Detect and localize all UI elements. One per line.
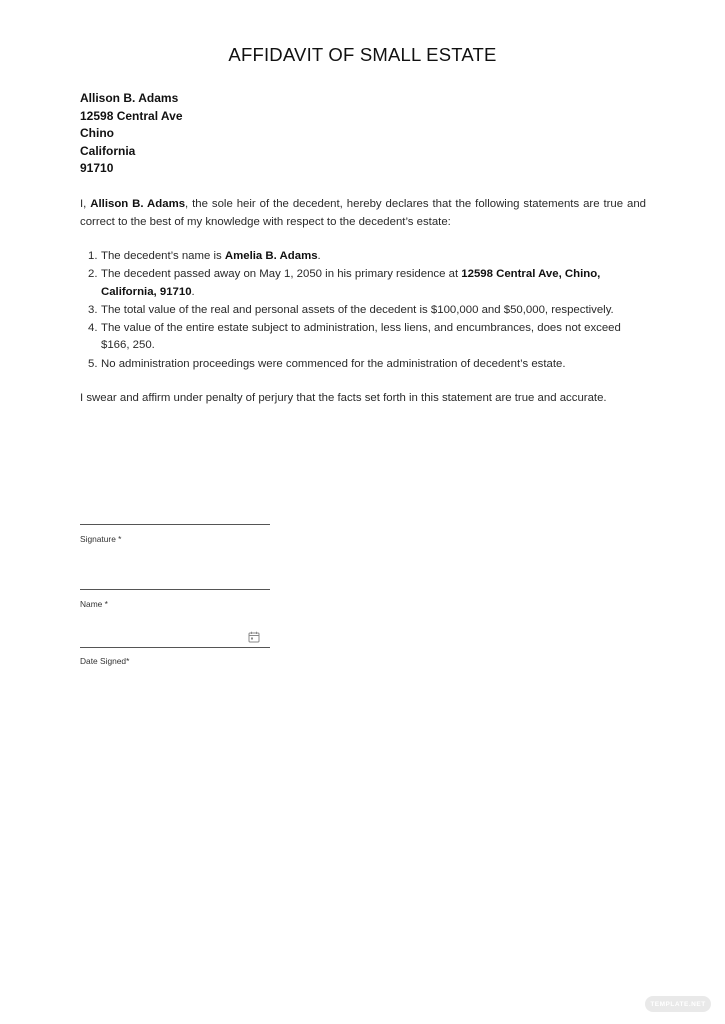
intro-paragraph [80,196,646,231]
date-label: Date Signed* [80,656,130,666]
list-item [80,320,646,355]
intro-rest: , the sole heir of the decedent, hereby declares that the following statements are true and correct to the best of my knowledge with respect to the decedent’s estate: [80,198,647,228]
list-item-number: 4. [88,321,98,334]
address-line-street: 12598 Central Ave [80,108,183,123]
list-item-text: The decedent’s name is [101,250,225,262]
list-item [80,302,646,320]
list-item-text: The value of the entire estate subject to administration, less liens, and encumbrances, does not exceed $166, 250. [101,321,621,352]
list-item-text-end: . [191,285,195,298]
decedent-name: Amelia B. Adams [224,250,318,262]
list-item-text: No administration proceedings were commenced for the administration of decedent’s estate. [101,357,566,370]
list-item-text: The decedent passed away on May 1, 2050 in his primary residence at [101,268,462,281]
list-item-number: 1. [88,250,98,262]
statements-list [80,248,646,374]
address-line-city: Chino [80,126,114,141]
list-item-number: 5. [88,357,98,370]
name-label: Name * [80,599,108,609]
signature-label: Signature * [80,534,122,544]
address-line-state: California [80,143,136,158]
address-line-zip: 91710 [80,161,114,176]
address-block [80,90,183,178]
template-logo: TEMPLATE.NET [645,996,711,1012]
signature-line[interactable] [80,524,270,525]
list-item [80,248,646,266]
name-line[interactable] [80,589,270,590]
list-item-number: 3. [88,303,98,316]
list-item [80,356,646,374]
date-line[interactable] [80,647,270,648]
list-item [80,266,646,301]
document-title: AFFIDAVIT OF SMALL ESTATE [228,44,497,65]
calendar-icon[interactable] [248,631,260,643]
list-item-number: 2. [88,268,98,281]
declarant-name: Allison B. Adams [90,198,186,210]
address-line-name: Allison B. Adams [80,91,179,105]
residence-address: 12598 Central Ave, Chino, California, 91710 [101,268,601,298]
list-item-text-end: . [317,250,321,262]
oath-paragraph: I swear and affirm under penalty of perjury that the facts set forth in this statement are true and accurate. [80,392,607,404]
list-item-text: The total value of the real and personal assets of the decedent is $100,000 and $50,000, respectively. [101,303,614,316]
intro-prefix: I, [80,198,91,210]
